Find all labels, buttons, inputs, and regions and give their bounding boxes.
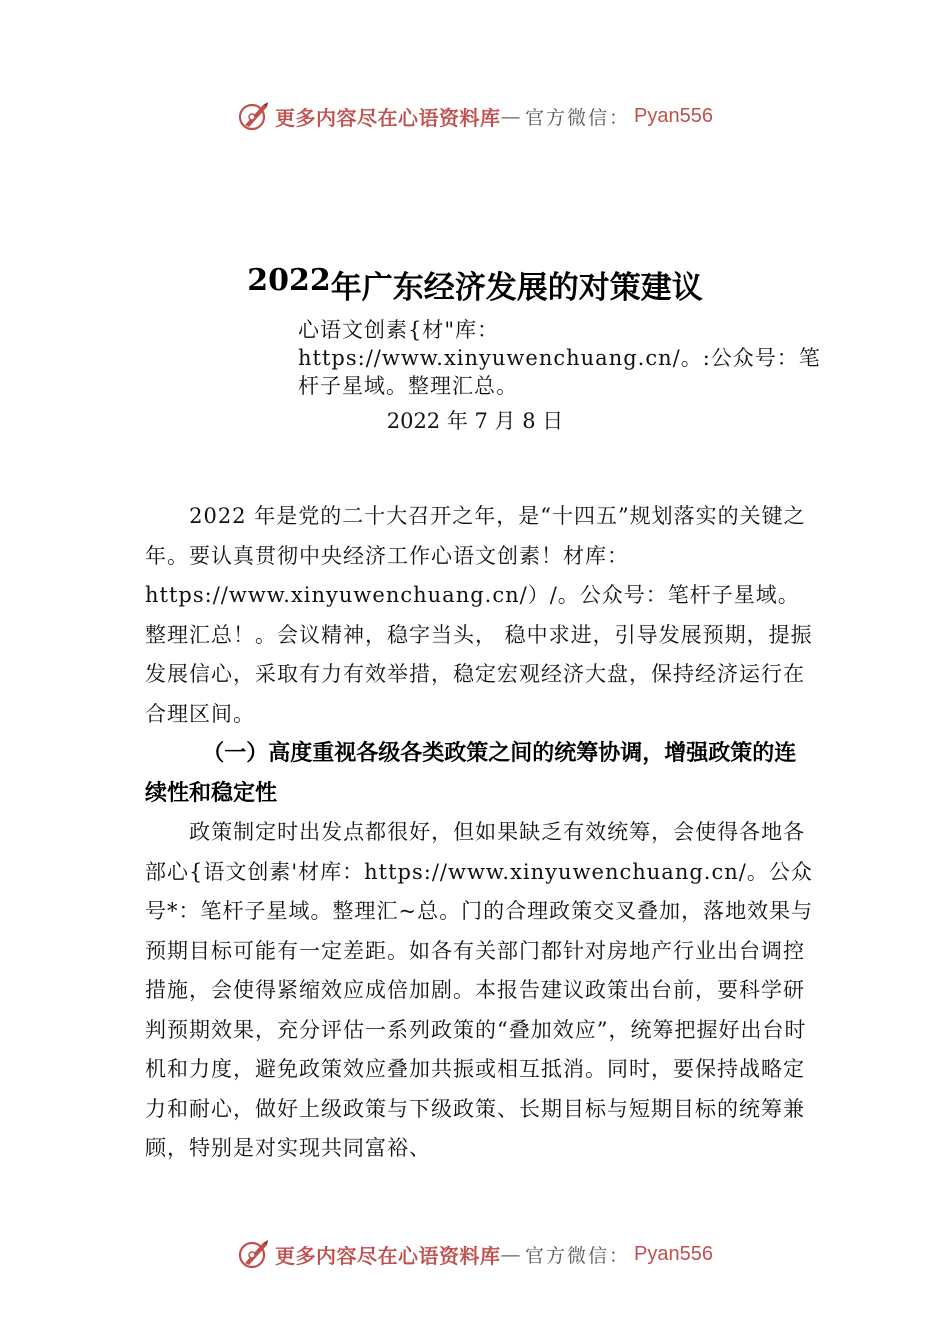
title-main: 年广东经济发展的对策建议 bbox=[330, 270, 703, 306]
paragraph-intro: 2022 年是党的二十大召开之年，是“十四五”规划落实的关键之年。要认真贯彻中央经济工作心语文创素！材库：https://www.xinyuwenchuang.cn/）/。公众号：笔杆子星域。整理汇总！。会议精神，稳字当头， 稳中求进，引导发展预期，提振发展信心，采取有力有效举措，稳定宏观经济大盘，保持经济运行在合理区间。 bbox=[145, 504, 813, 726]
banner-text: 更多内容尽在心语资料库 bbox=[275, 105, 501, 130]
paragraph-section-1: 政策制定时出发点都很好，但如果缺乏有效统筹，会使得各地各部心{语文创素'材库：https://www.xinyuwenchuang.cn/。公众号*：笔杆子星域。整理汇~总。门的合理政策交叉叠加，落地效果与预期目标可能有一定差距。如各有关部门都针对房地产行业出台调控措施，会使得紧缩效应成倍加剧。本报告建议政策出台前，要科学研判预期效果，充分评估一系列政策的“叠加效应”，统筹把握好出台时机和力度，避免政策效应叠加共振或相互抵消。同时，要保持战略定力和耐心，做好上级政策与下级政策、长期目标与短期目标的统筹兼顾，特别是对实现共同富裕、 bbox=[145, 820, 814, 1160]
title-year: 2022 bbox=[247, 263, 331, 298]
quill-pen-icon bbox=[237, 99, 271, 133]
banner-dash: — bbox=[500, 104, 521, 128]
document-body bbox=[145, 497, 815, 1169]
banner-wechat-label: 官方微信： bbox=[525, 106, 631, 129]
document-date: 2022 年 7 月 8 日 bbox=[386, 409, 564, 433]
document-title bbox=[0, 262, 950, 307]
header-banner[interactable] bbox=[0, 96, 950, 136]
quill-pen-icon bbox=[237, 1237, 271, 1271]
footer-banner[interactable] bbox=[0, 1234, 950, 1274]
banner-wechat-label: 官方微信： bbox=[525, 1244, 631, 1267]
banner-wechat-id: Pyan556 bbox=[634, 104, 713, 127]
source-note: 心语文创素{材"库：https://www.xinyuwenchuang.cn/。:公众号：笔杆子星域。整理汇总。 bbox=[298, 318, 821, 398]
banner-text: 更多内容尽在心语资料库 bbox=[275, 1243, 501, 1268]
banner-wechat-id: Pyan556 bbox=[634, 1242, 713, 1265]
section-heading-1: （一）高度重视各级各类政策之间的统筹协调，增强政策的连续性和稳定性 bbox=[145, 741, 797, 806]
banner-dash: — bbox=[500, 1242, 521, 1266]
